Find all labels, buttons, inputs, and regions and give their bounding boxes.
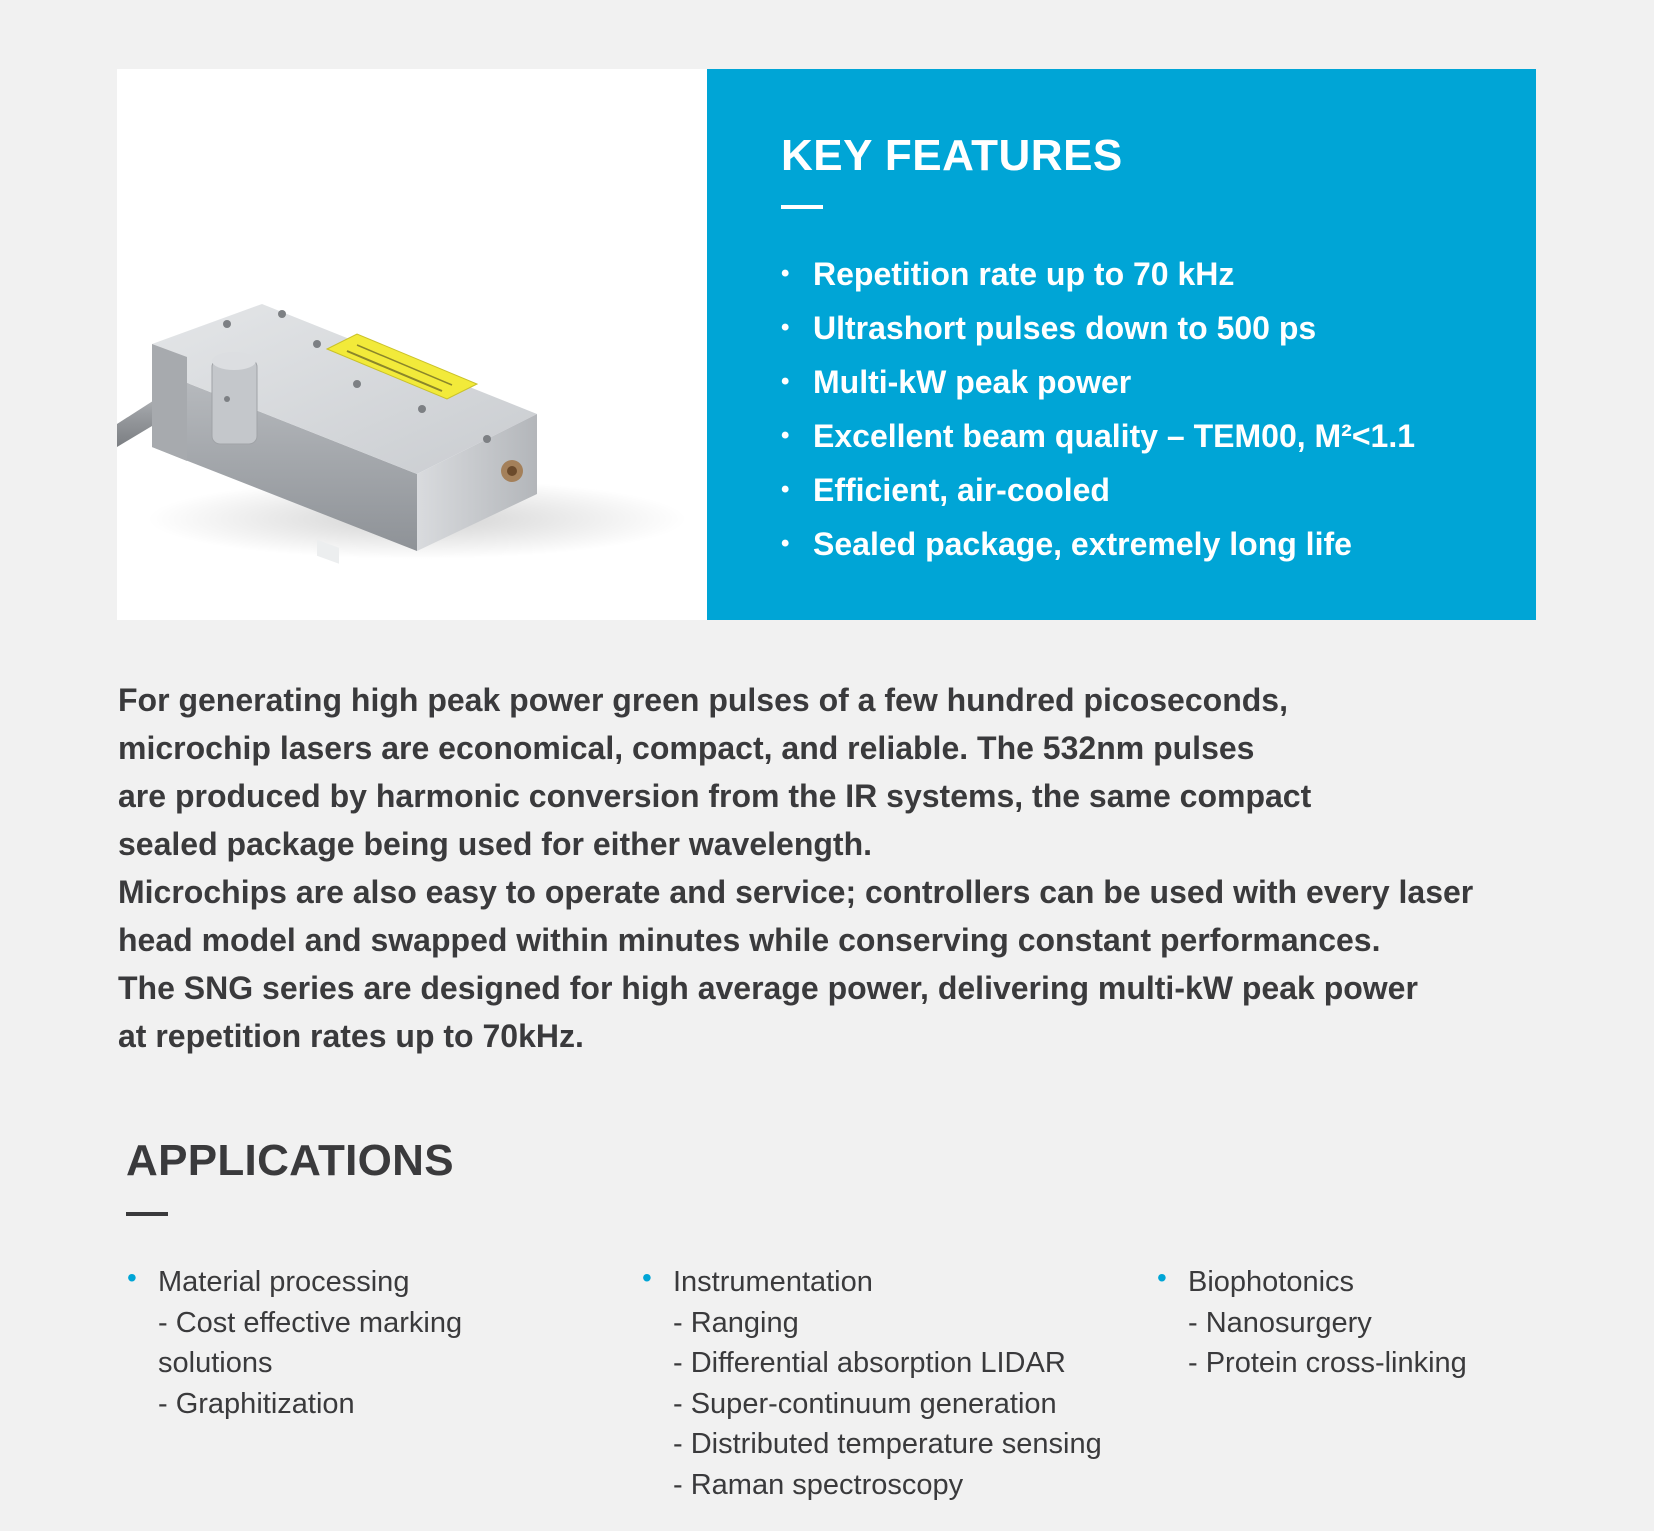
bullet-icon: • (781, 530, 790, 557)
application-item: - Raman spectroscopy (673, 1468, 964, 1501)
description-line: For generating high peak power green pulses of a few hundred picoseconds, (118, 682, 1288, 718)
bullet-icon: • (127, 1262, 137, 1293)
bullet-icon: • (781, 260, 790, 287)
description-line: head model and swapped within minutes while conserving constant performances. (118, 922, 1381, 958)
key-features-title: KEY FEATURES (781, 131, 1123, 180)
applications-column-material (127, 1262, 498, 1424)
key-feature-item: • Excellent beam quality – TEM00, M²<1.1 (781, 409, 1415, 463)
description-line: at repetition rates up to 70kHz. (118, 1018, 584, 1054)
application-item: - Ranging (673, 1306, 799, 1339)
bullet-icon: • (642, 1262, 652, 1293)
application-item: - Nanosurgery (1188, 1306, 1372, 1339)
application-heading: • Instrumentation (673, 1262, 1153, 1303)
application-heading: • Biophotonics (1188, 1262, 1588, 1303)
applications-column-instrumentation (642, 1262, 1153, 1505)
applications-title: APPLICATIONS (126, 1136, 454, 1185)
bullet-icon: • (781, 368, 790, 395)
key-features-panel (707, 69, 1536, 620)
application-item: - Differential absorption LIDAR (673, 1347, 1066, 1379)
application-item: - Cost effective marking solutions (158, 1306, 463, 1379)
hero-section (117, 69, 1536, 620)
application-item: - Graphitization (158, 1387, 355, 1420)
applications-column-biophotonics (1157, 1262, 1588, 1384)
description-line: Microchips are also easy to operate and service; controllers can be used with every laser (118, 874, 1474, 910)
bullet-icon: • (781, 422, 790, 449)
product-image-panel (117, 69, 707, 620)
laser-head-image (117, 69, 707, 620)
product-description (118, 676, 1558, 1060)
application-item: - Protein cross-linking (1188, 1347, 1467, 1379)
key-feature-item: • Efficient, air-cooled (781, 463, 1415, 517)
description-line: sealed package being used for either wavelength. (118, 826, 873, 862)
applications-divider (126, 1212, 168, 1216)
application-item: - Distributed temperature sensing (673, 1428, 1102, 1460)
description-line: are produced by harmonic conversion from the IR systems, the same compact (118, 778, 1312, 814)
bullet-icon: • (781, 476, 790, 503)
key-feature-item: • Ultrashort pulses down to 500 ps (781, 301, 1415, 355)
key-feature-item: • Sealed package, extremely long life (781, 517, 1415, 571)
bullet-icon: • (781, 314, 790, 341)
key-features-list (781, 247, 1415, 571)
key-feature-item: • Repetition rate up to 70 kHz (781, 247, 1415, 301)
key-features-divider (781, 205, 823, 209)
application-item: - Super-continuum generation (673, 1387, 1057, 1420)
key-feature-item: • Multi-kW peak power (781, 355, 1415, 409)
bullet-icon: • (1157, 1262, 1167, 1293)
description-line: microchip lasers are economical, compact, and reliable. The 532nm pulses (118, 730, 1255, 766)
description-line: The SNG series are designed for high average power, delivering multi-kW peak power (118, 970, 1418, 1006)
application-heading: • Material processing (158, 1262, 498, 1303)
